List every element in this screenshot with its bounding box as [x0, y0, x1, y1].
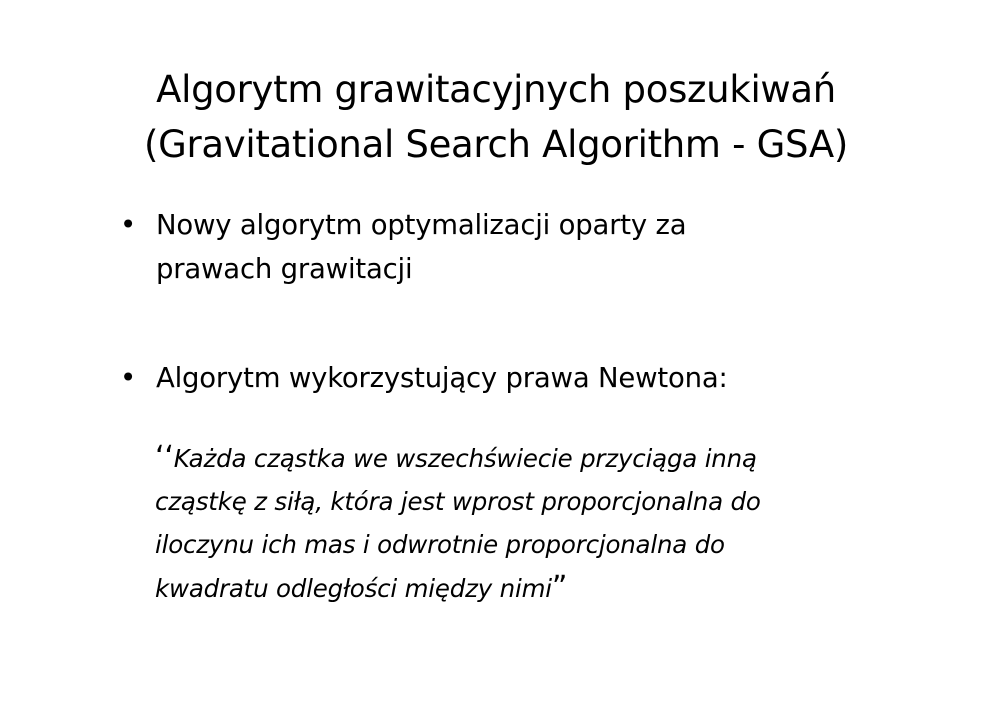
- bullet-text: [156, 356, 728, 400]
- bullet-marker: •: [120, 209, 137, 241]
- slide-title-line-1: Algorytm grawitacyjnych poszukiwań: [156, 68, 836, 111]
- bullet-text: [156, 203, 686, 291]
- close-quote-mark: ”: [551, 570, 568, 605]
- open-quote-mark: ‘‘: [155, 440, 174, 475]
- bullet-marker: •: [120, 362, 137, 394]
- quote-line-1-text: Każda cząstka we wszechświecie przyciąga inną: [173, 444, 757, 473]
- quote-line-4-text: kwadratu odległości między nimi: [155, 574, 552, 603]
- bullet-text-line-1: Algorytm wykorzystujący prawa Newtona:: [156, 362, 728, 394]
- quote-line-4: [155, 566, 761, 610]
- quote-line-2: cząstkę z siłą, która jest wprost proporcjonalna do: [155, 487, 761, 516]
- newton-quote: [155, 436, 761, 610]
- bullet-text-line-1: Nowy algorytm optymalizacji oparty za: [156, 209, 687, 241]
- bullet-text-line-2: prawach grawitacji: [156, 253, 413, 285]
- slide-title-line-2: (Gravitational Search Algorithm - GSA): [143, 123, 849, 166]
- quote-line-3: iloczynu ich mas i odwrotnie proporcjonalna do: [155, 530, 725, 559]
- slide-title: [40, 62, 952, 172]
- quote-line-1: [155, 436, 761, 480]
